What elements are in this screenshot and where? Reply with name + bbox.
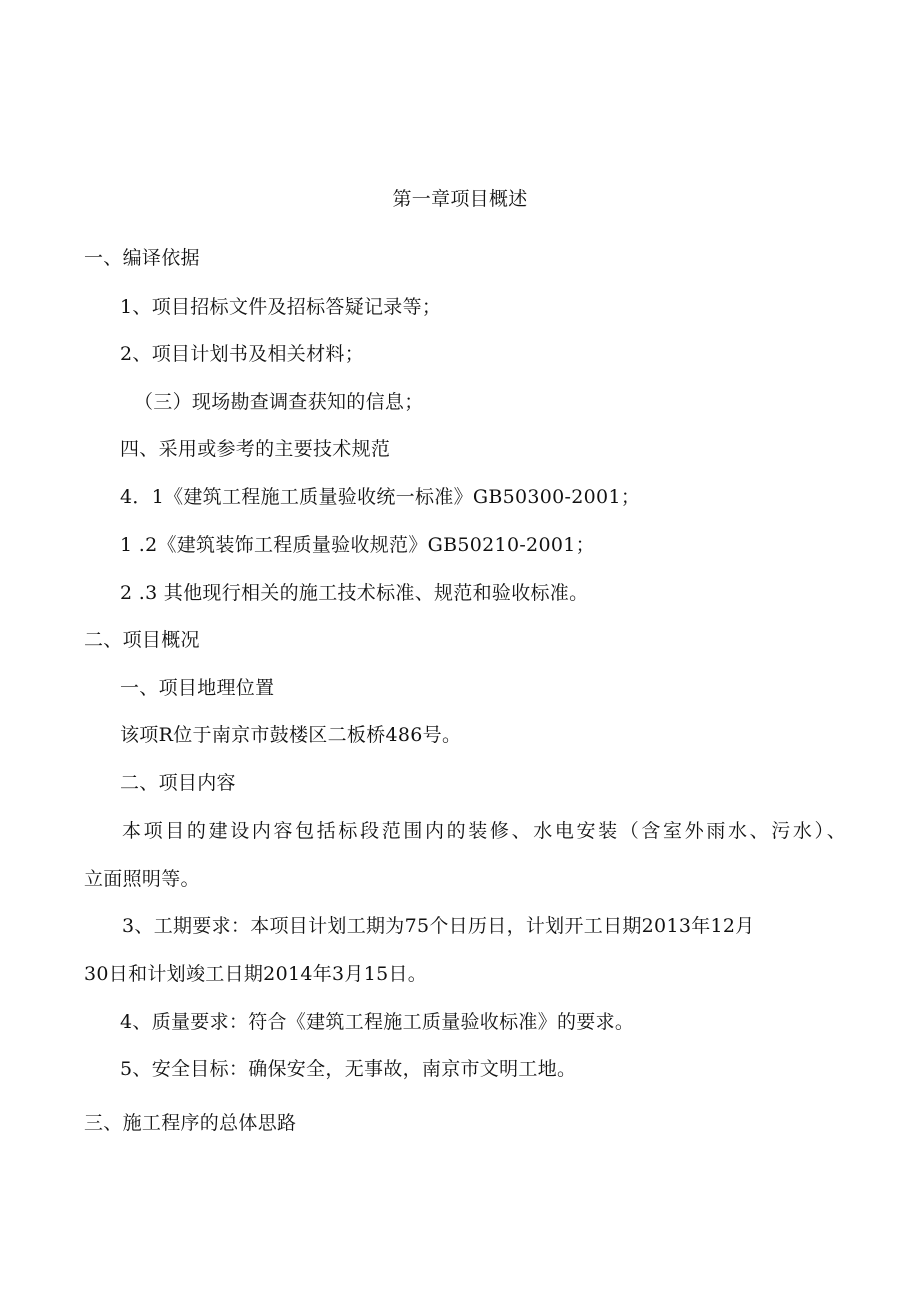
chapter-title: 第一章项目概述 bbox=[392, 188, 528, 210]
section-heading-overview: 二、项目概况 bbox=[84, 629, 200, 651]
schedule-text-line-2: 30日和计划竣工日期2014年3月15日。 bbox=[84, 963, 428, 985]
basis-item-1: 1、项目招标文件及招标答疑记录等； bbox=[120, 296, 442, 318]
overview-location-heading: 一、项目地理位置 bbox=[120, 677, 275, 699]
standard-item-2: 1 .2《建筑装饰工程质量验收规范》GB50210-2001； bbox=[120, 534, 595, 556]
safety-target: 5、安全目标：确保安全，无事故，南京市文明工地。 bbox=[120, 1058, 577, 1080]
overview-location-text: 该项R位于南京市鼓楼区二板桥486号。 bbox=[120, 724, 462, 746]
basis-item-2: 2、项目计划书及相关材料； bbox=[120, 343, 364, 365]
section-heading-basis: 一、编译依据 bbox=[84, 247, 200, 269]
section-heading-construction: 三、施工程序的总体思路 bbox=[84, 1112, 297, 1134]
overview-content-heading: 二、项目内容 bbox=[120, 772, 236, 794]
standard-item-3: 2 .3 其他现行相关的施工技术标准、规范和验收标准。 bbox=[120, 582, 589, 604]
overview-content-text-line-2: 立面照明等。 bbox=[84, 868, 200, 890]
basis-item-3: （三）现场勘查调查获知的信息； bbox=[134, 391, 424, 413]
standard-item-1: 4．1《建筑工程施工质量验收统一标准》GB50300-2001； bbox=[120, 486, 641, 508]
quality-requirement: 4、质量要求：符合《建筑工程施工质量验收标准》的要求。 bbox=[120, 1011, 635, 1033]
schedule-text-line-1: 3、工期要求：本项目计划工期为75个日历日，计划开工日期2013年12月 bbox=[122, 915, 755, 937]
basis-item-4: 四、采用或参考的主要技术规范 bbox=[120, 438, 391, 460]
overview-content-text-line-1: 本项目的建设内容包括标段范围内的装修、水电安装（含室外雨水、污水）、 bbox=[122, 820, 846, 842]
